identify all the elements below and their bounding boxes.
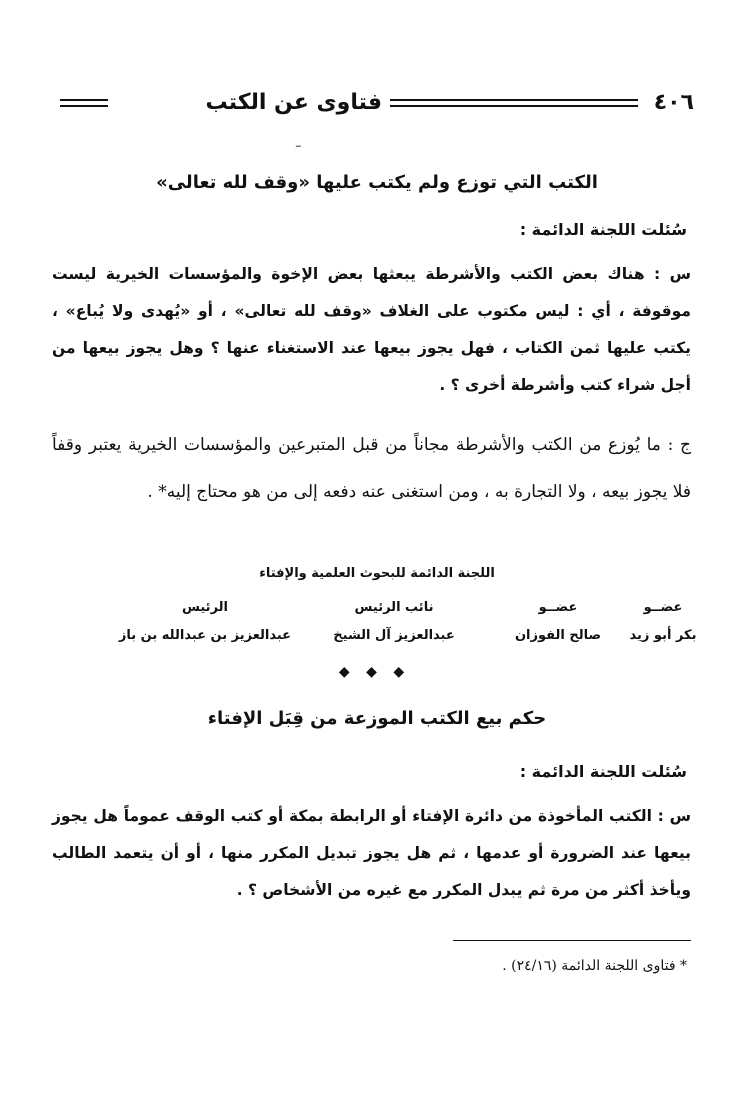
running-title: فتاوى عن الكتب xyxy=(205,90,382,115)
asked-line-2: سُئلت اللجنة الدائمة : xyxy=(519,762,687,781)
header-rule-left xyxy=(60,99,108,107)
footnote: * فتاوى اللجنة الدائمة (٢٤/١٦) . xyxy=(502,958,687,974)
question-2: س : الكتب المأخوذة من دائرة الإفتاء أو الرابطة بمكة أو كتب الوقف عموماً هل يجوز بيعها عند الضرورة أو عدمها ، ثم هل يجوز تبديل المكرر منها ، أو أن يتعمد الطالب ويأخذ أكثر من مرة ثم يبدل المكرر مع غيره من الأشخاص ؟ . xyxy=(52,807,691,899)
member-name-3: عبدالعزيز آل الشيخ xyxy=(333,628,455,643)
header-rule-right xyxy=(390,99,638,107)
section-title-2: حكم بيع الكتب الموزعة من قِبَل الإفتاء xyxy=(207,708,547,729)
question-1: س : هناك بعض الكتب والأشرطة يبعثها بعض الإخوة والمؤسسات الخيرية ليست موقوفة ، أي : ليس مكتوب على الغلاف «وقف لله تعالى» ، أو «يُهدى ولا يُباع» ، يكتب عليها ثمن الكتاب ، فهل يجوز بيعها عند الاستغناء عنها ؟ وهل يجوز بيعها من أجل شراء كتب وأشرطة أخرى ؟ . xyxy=(52,265,691,394)
member-name-1: بكر أبو زيد xyxy=(629,628,697,643)
ornament-mark: ـ xyxy=(296,132,301,151)
member-role-3: نائب الرئيس xyxy=(354,600,434,615)
page-header xyxy=(60,88,694,118)
section-separator: ◆ ◆ ◆ xyxy=(338,664,411,680)
member-name-2: صالح الفوزان xyxy=(514,628,602,643)
footnote-divider xyxy=(453,940,691,941)
section-title-1: الكتب التي توزع ولم يكتب عليها «وقف لله تعالى» xyxy=(156,172,598,193)
answer-1: ج : ما يُوزع من الكتب والأشرطة مجاناً من قبل المتبرعين والمؤسسات الخيرية يعتبر وقفاً فلا يجوز بيعه ، ولا التجارة به ، ومن استغنى عنه دفعه إلى من هو محتاج إليه* . xyxy=(52,435,691,502)
committee-name: اللجنة الدائمة للبحوث العلمية والإفتاء xyxy=(259,566,495,581)
asked-line-1: سُئلت اللجنة الدائمة : xyxy=(519,220,687,239)
page-number: ٤٠٦ xyxy=(653,90,694,115)
member-role-1: عضــو xyxy=(643,600,683,615)
member-name-4: عبدالعزيز بن عبدالله بن باز xyxy=(118,628,292,643)
member-role-4: الرئيس xyxy=(182,600,228,615)
member-role-2: عضــو xyxy=(538,600,578,615)
